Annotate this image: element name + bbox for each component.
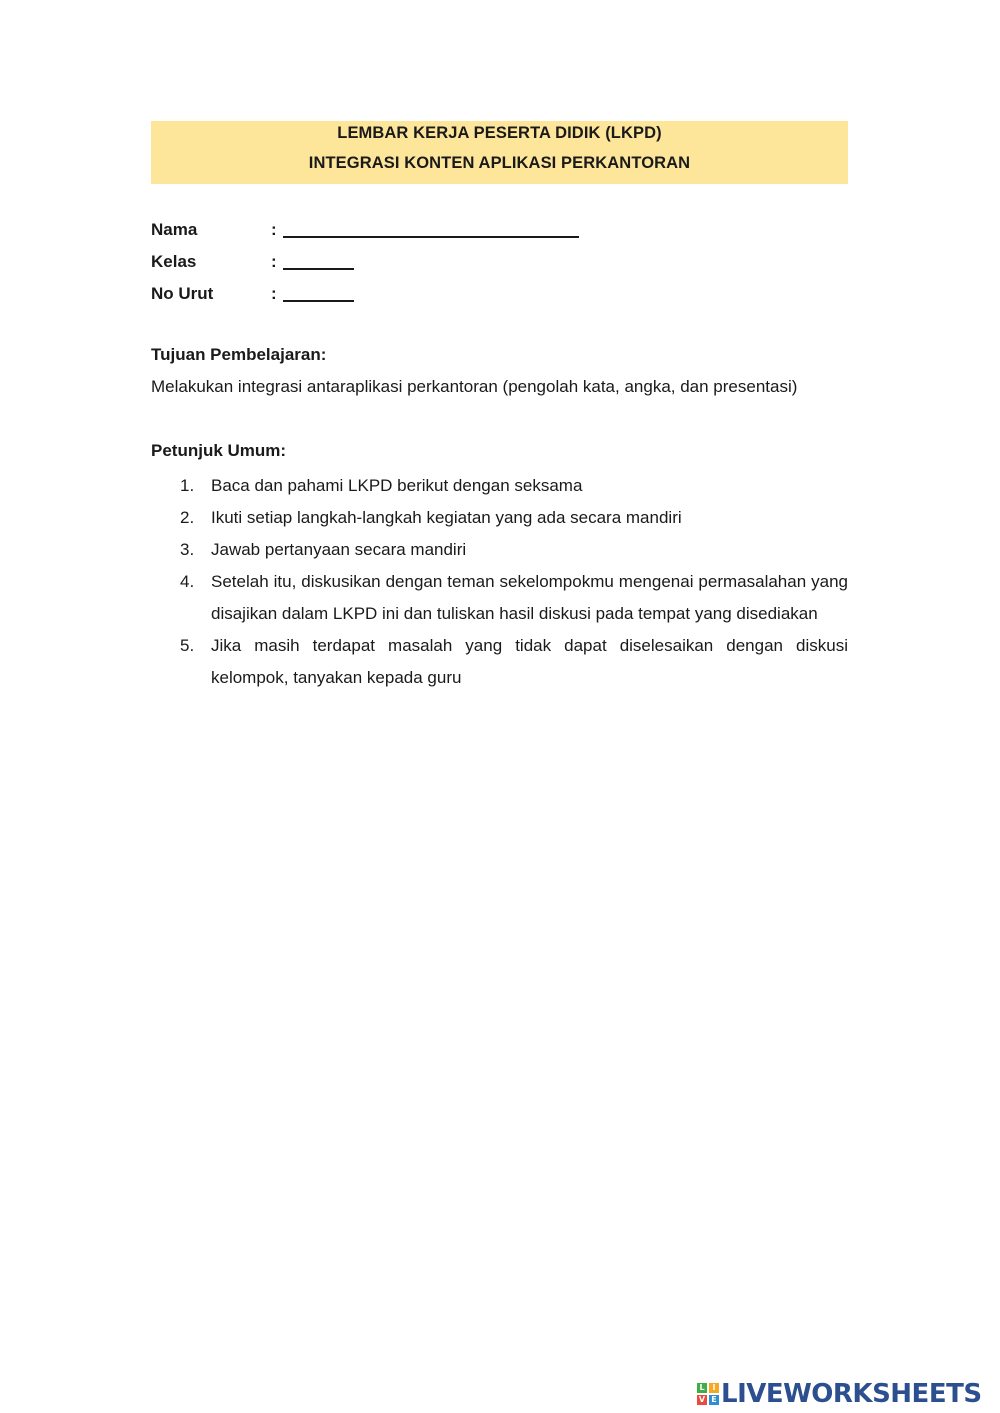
field-separator: :	[271, 252, 277, 271]
objective-heading: Tujuan Pembelajaran:	[151, 345, 327, 364]
logo-cell: L	[697, 1383, 707, 1393]
list-item-text: Setelah itu, diskusikan dengan teman sekelompokmu mengenai permasalahan yang disajikan dalam LKPD ini dan tuliskan hasil diskusi pada tempat yang disediakan	[211, 572, 848, 623]
logo-cell: I	[709, 1383, 719, 1393]
list-item-number: 5.	[180, 636, 195, 655]
instructions-list	[151, 470, 848, 694]
logo-cell: V	[698, 1395, 706, 1404]
liveworksheets-watermark	[697, 1378, 982, 1410]
field-nama	[151, 217, 579, 240]
field-no-urut	[151, 281, 354, 304]
list-item-number: 1.	[180, 476, 195, 495]
list-item	[151, 566, 848, 630]
list-item	[151, 534, 848, 566]
field-kelas	[151, 249, 354, 272]
field-label: No Urut	[151, 284, 214, 303]
title-line-1: LEMBAR KERJA PESERTA DIDIK (LKPD)	[337, 124, 662, 142]
objective-text: Melakukan integrasi antaraplikasi perkantoran (pengolah kata, angka, dan presentasi)	[151, 377, 798, 396]
liveworksheets-logo-icon	[697, 1383, 719, 1405]
title-banner	[151, 121, 848, 184]
logo-cell: E	[709, 1395, 719, 1405]
list-item-text: Jawab pertanyaan secara mandiri	[211, 540, 467, 559]
list-item-number: 2.	[180, 508, 195, 527]
list-item-text: Baca dan pahami LKPD berikut dengan seksama	[211, 476, 583, 495]
name-input-line[interactable]	[283, 220, 579, 238]
field-label: Kelas	[151, 252, 197, 271]
class-input-line[interactable]	[283, 252, 354, 270]
list-item-text: Jika masih terdapat masalah yang tidak dapat diselesaikan dengan diskusi kelompok, tanyakan kepada guru	[211, 636, 848, 687]
list-item-text: Ikuti setiap langkah-langkah kegiatan yang ada secara mandiri	[211, 508, 682, 527]
list-item-number: 3.	[180, 540, 195, 559]
instructions-heading: Petunjuk Umum:	[151, 441, 287, 460]
brand-text: LIVEWORKSHEETS	[721, 1379, 982, 1409]
field-separator: :	[271, 284, 277, 303]
list-item	[151, 470, 848, 502]
list-item-number: 4.	[180, 572, 195, 591]
title-line-2: INTEGRASI KONTEN APLIKASI PERKANTORAN	[308, 154, 691, 172]
list-item	[151, 502, 848, 534]
list-item	[151, 630, 848, 694]
field-label: Nama	[151, 220, 198, 239]
field-separator: :	[271, 220, 277, 239]
number-input-line[interactable]	[283, 284, 354, 302]
